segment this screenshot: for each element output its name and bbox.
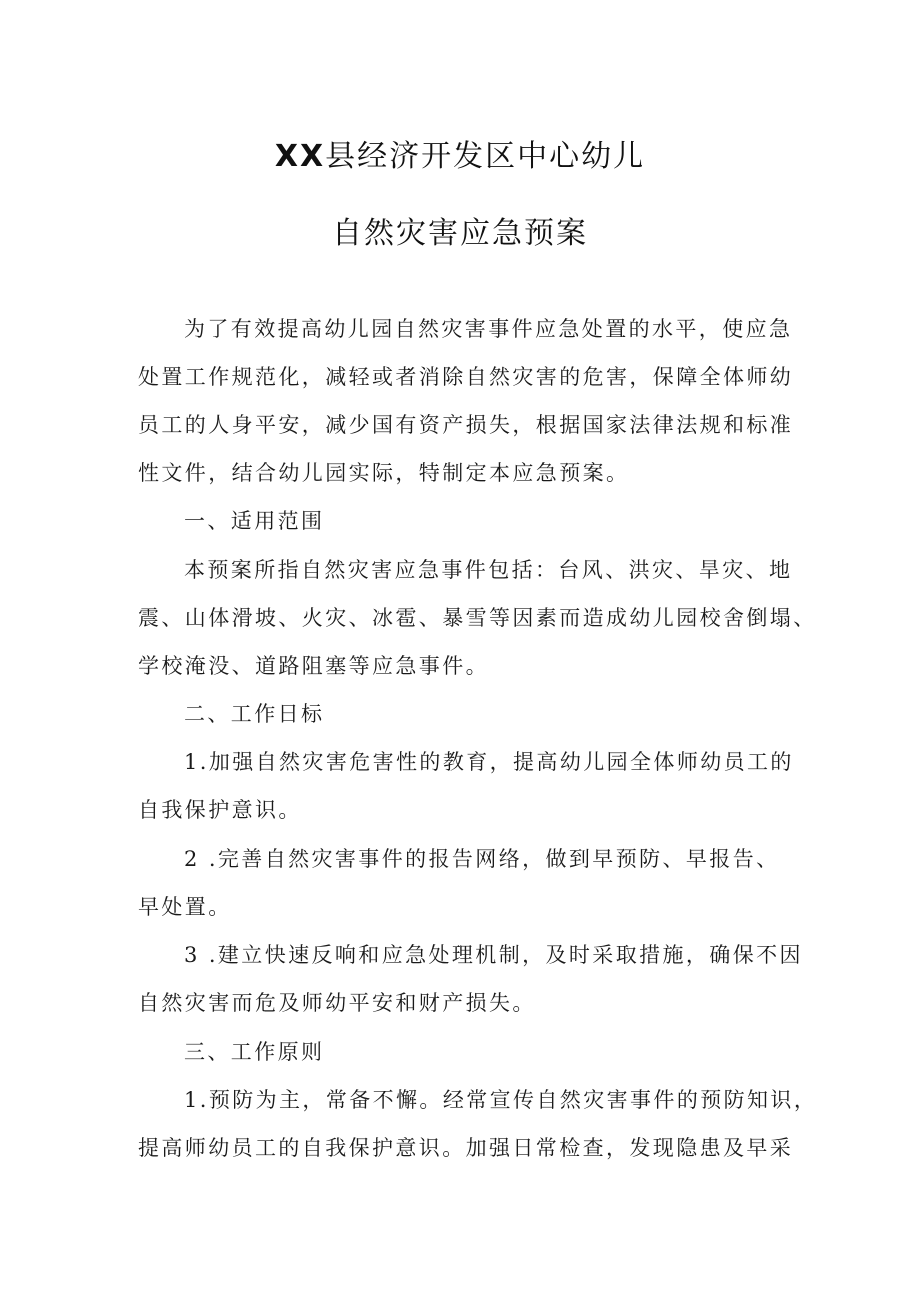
intro-line-3: 员工的人身平安，减少国有资产损失，根据国家法律法规和标准 [138,413,794,437]
section1-line-2: 震、山体滑坡、火灾、冰雹、暴雪等因素而造成幼儿园校舍倒塌、 [138,606,817,630]
intro-line-4: 性文件，结合幼儿园实际，特制定本应急预案。 [138,461,630,485]
document-title-line1 [0,131,920,175]
section2-item3-line1: 3 .建立快速反响和应急处理机制，及时采取措施，确保不因 [184,943,803,967]
section2-item1-line2: 自我保护意识。 [138,798,302,822]
section1-line-1: 本预案所指自然灾害应急事件包括：台风、洪灾、旱灾、地 [184,558,793,582]
section2-item1-line1: 1.加强自然灾害危害性的教育，提高幼儿园全体师幼员工的 [184,750,794,774]
section3-heading: 三、工作原则 [184,1040,325,1064]
section3-item1-line1: 1.预防为主，常备不懈。经常宣传自然灾害事件的预防知识， [184,1088,818,1112]
section2-item2-line1: 2 .完善自然灾害事件的报告网络，做到早预防、早报告、 [184,847,780,871]
section1-line-3: 学校淹没、道路阻塞等应急事件。 [138,654,489,678]
intro-line-2: 处置工作规范化，减轻或者消除自然灾害的危害，保障全体师幼 [138,365,794,389]
section2-heading: 二、工作日标 [184,702,325,726]
document-title-line2: 自然灾害应急预案 [332,216,588,251]
title-line1-rest: 县经济开发区中心幼儿 [325,139,646,174]
section1-heading: 一、适用范围 [184,509,325,533]
section2-item3-line2: 自然灾害而危及师幼平安和财产损失。 [138,991,536,1015]
section2-item2-line2: 早处置。 [138,895,232,919]
section3-item1-line2: 提高师幼员工的自我保护意识。加强日常检查，发现隐患及早采 [138,1136,794,1160]
intro-line-1: 为了有效提高幼儿园自然灾害事件应急处置的水平，使应急 [184,317,793,341]
title-xx-prefix: XX [274,139,326,174]
